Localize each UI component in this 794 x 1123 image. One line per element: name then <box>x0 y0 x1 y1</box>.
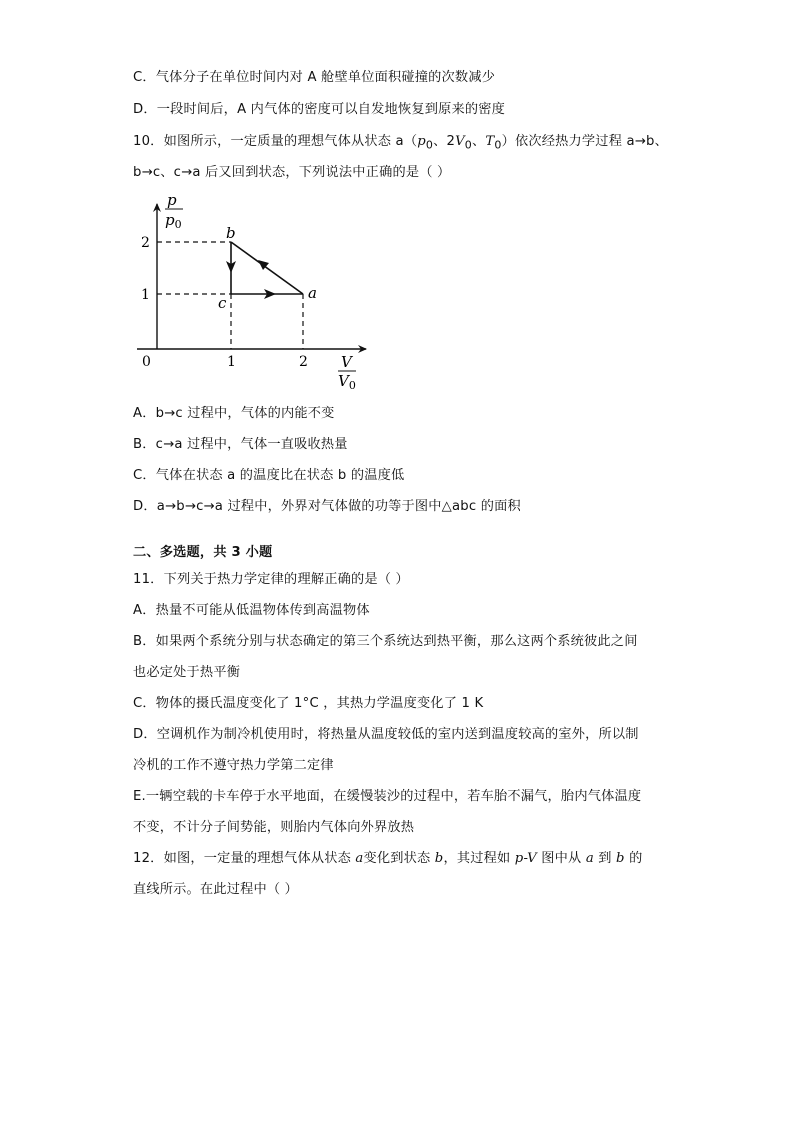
q10-stem-line1: 10．如图所示，一定质量的理想气体从状态 $a(p_0$、$2V_0$、$T_0$）依次经热力学过程 a→b、 <box>133 134 668 152</box>
q10-option-c: C．气体在状态 a 的温度比在状态 b 的温度低 <box>133 468 405 483</box>
point-label-b: b <box>226 224 236 242</box>
origin-label: 0 <box>142 354 151 370</box>
q11-option-d-line2: 冷机的工作不遵守热力学第二定律 <box>133 758 334 773</box>
q11-stem: 11．下列关于热力学定律的理解正确的是（ ） <box>133 572 409 587</box>
q11-option-d-line1: D．空调机作为制冷机使用时，将热量从温度较低的室内送到温度较高的室外，所以制 <box>133 727 639 742</box>
y-axis-label-num: p <box>167 191 177 209</box>
q10-option-d: D．a→b→c→a 过程中，外界对气体做的功等于图中△abc 的面积 <box>133 499 521 514</box>
q12-stem-line2: 直线所示。在此过程中（ ） <box>133 882 299 897</box>
process-a-b <box>231 242 303 294</box>
x-tick-1: 1 <box>227 354 236 370</box>
q11-option-e-line1: E.一辆空载的卡车停于水平地面，在缓慢装沙的过程中，若车胎不漏气，胎内气体温度 <box>133 789 642 804</box>
point-label-c: c <box>218 294 227 312</box>
x-axis-label-num: V <box>341 353 352 371</box>
y-axis-label-den: $p_0$ <box>165 211 182 231</box>
q12-stem-line1: 12．如图，一定量的理想气体从状态 a变化到状态 b，其过程如 p-V 图中从 a 到 b 的 <box>133 851 643 866</box>
q11-option-b-line2: 也必定处于热平衡 <box>133 665 241 680</box>
option-c-text: C．气体分子在单位时间内对 A 舱壁单位面积碰撞的次数减少 <box>133 70 496 85</box>
point-label-a: a <box>308 284 317 302</box>
x-tick-2: 2 <box>299 354 308 370</box>
q10-stem-line2: b→c、c→a 后又回到状态，下列说法中正确的是（ ） <box>133 165 451 180</box>
x-axis-label-den: $V_0$ <box>338 372 356 392</box>
q11-option-a: A．热量不可能从低温物体传到高温物体 <box>133 603 370 618</box>
q11-option-b-line1: B．如果两个系统分别与状态确定的第三个系统达到热平衡，那么这两个系统彼此之间 <box>133 634 638 649</box>
pv-diagram-figure <box>130 190 380 395</box>
y-tick-1: 1 <box>141 287 150 303</box>
q11-option-e-line2: 不变，不计分子间势能，则胎内气体向外界放热 <box>133 820 415 835</box>
y-tick-2: 2 <box>141 235 150 251</box>
q10-option-b: B．c→a 过程中，气体一直吸收热量 <box>133 437 348 452</box>
option-d-text: D．一段时间后，A 内气体的密度可以自发地恢复到原来的密度 <box>133 102 506 117</box>
q11-option-c: C．物体的摄氏温度变化了 1°C ，其热力学温度变化了 1 K <box>133 696 484 711</box>
q10-option-a: A．b→c 过程中，气体的内能不变 <box>133 406 335 421</box>
section-heading: 二、多选题，共 3 小题 <box>133 545 273 560</box>
